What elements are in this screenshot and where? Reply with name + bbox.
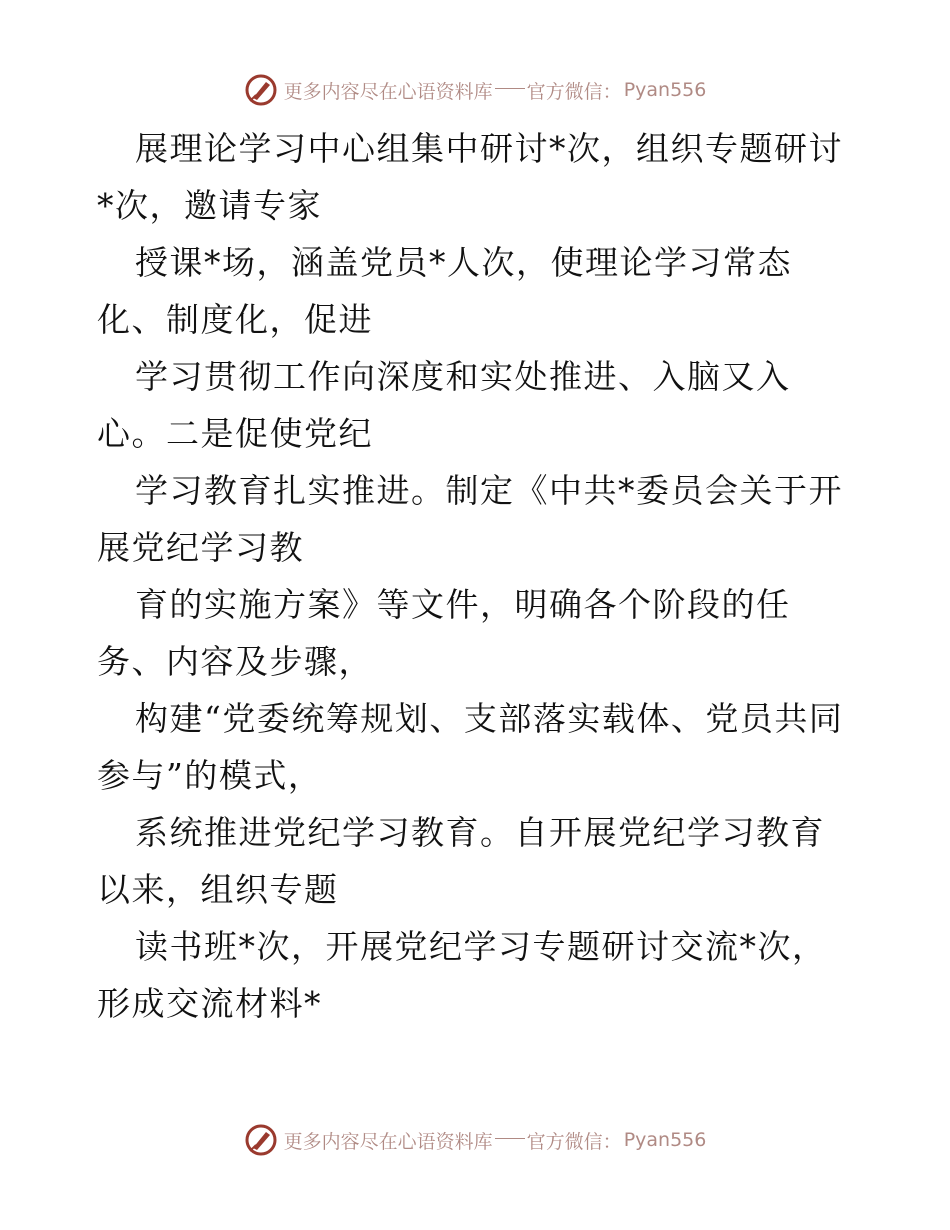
- watermark-text: 更多内容尽在心语资料库: [283, 80, 493, 103]
- body-line: 学习教育扎实推进。制定《中共*委员会关于开展党纪学习教: [97, 471, 843, 567]
- body-line: 读书班*次，开展党纪学习专题研讨交流*次，形成交流材料*: [97, 927, 827, 1023]
- header-watermark: [0, 72, 950, 108]
- body-line: 系统推进党纪学习教育。自开展党纪学习教育以来，组织专题: [97, 813, 825, 909]
- watermark-separator: [495, 1138, 525, 1139]
- watermark-wechat-id: Pyan556: [623, 79, 707, 101]
- body-line: 展理论学习中心组集中研讨*次，组织专题研讨*次，邀请专家: [97, 129, 843, 225]
- body-line: 授课*场，涵盖党员*人次，使理论学习常态化、制度化，促进: [97, 243, 792, 339]
- body-line: 育的实施方案》等文件，明确各个阶段的任务、内容及步骤，: [97, 585, 791, 681]
- body-line: 学习贯彻工作向深度和实处推进、入脑又入心。二是促使党纪: [97, 357, 791, 453]
- document-body: [97, 120, 857, 1032]
- watermark-wechat-id: Pyan556: [623, 1129, 707, 1151]
- watermark-wechat-label: 官方微信：: [526, 1130, 622, 1153]
- footer-watermark: [0, 1122, 950, 1158]
- watermark-text: 更多内容尽在心语资料库: [283, 1130, 493, 1153]
- watermark-separator: [495, 88, 525, 89]
- quill-circle-logo: [244, 1123, 278, 1157]
- quill-circle-logo: [244, 73, 278, 107]
- body-line: 构建“党委统筹规划、支部落实载体、党员共同参与”的模式，: [97, 699, 844, 795]
- watermark-wechat-label: 官方微信：: [526, 80, 622, 103]
